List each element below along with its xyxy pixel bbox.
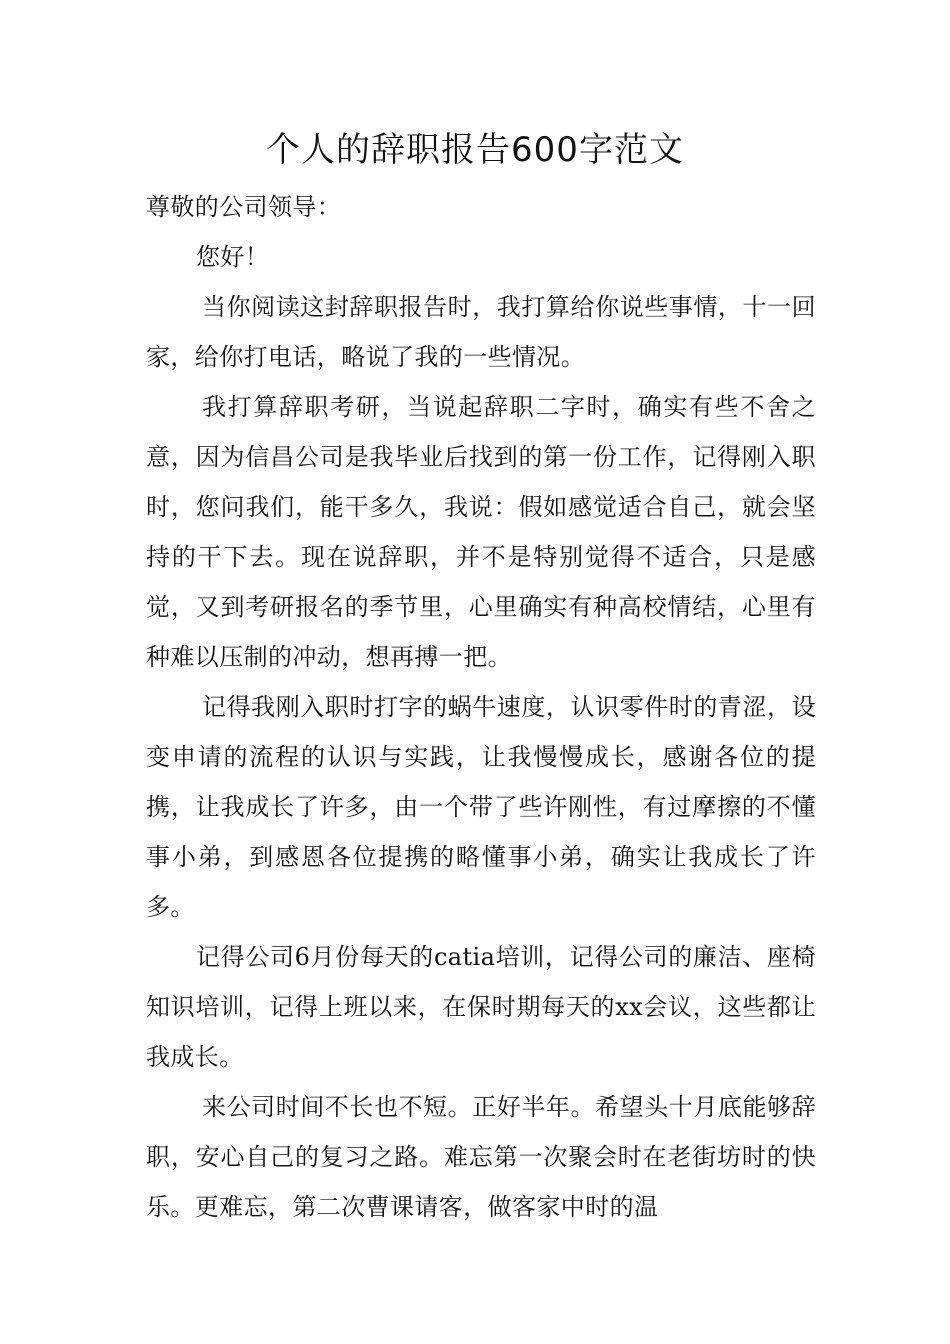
document-title: 个人的辞职报告600字范文	[266, 130, 684, 170]
paragraph-3: 记得我刚入职时打字的蜗牛速度，认识零件时的青涩，设变申请的流程的认识与实践，让我慢慢成长，感谢各位的提携，让我成长了许多，由一个带了些许刚性，有过摩擦的不懂事小弟，到感恩各位提携的略懂事小弟，确实让我成长了许多。	[146, 693, 816, 921]
paragraph-2: 我打算辞职考研，当说起辞职二字时，确实有些不舍之意，因为信昌公司是我毕业后找到的第一份工作，记得刚入职时，您问我们，能干多久，我说：假如感觉适合自己，就会坚持的干下去。现在说辞职，并不是特别觉得不适合，只是感觉，又到考研报名的季节里，心里确实有种高校情结，心里有种难以压制的冲动，想再搏一把。	[146, 393, 816, 671]
salutation: 尊敬的公司领导：	[146, 193, 342, 221]
paragraph-4: 记得公司6月份每天的catia培训，记得公司的廉洁、座椅知识培训，记得上班以来，在保时期每天的xx会议，这些都让我成长。	[146, 943, 816, 1071]
paragraph-5: 来公司时间不长也不短。正好半年。希望头十月底能够辞职，安心自己的复习之路。难忘第一次聚会时在老街坊时的快乐。更难忘，第二次曹课请客，做客家中时的温	[146, 1093, 816, 1221]
greeting: 您好！	[196, 243, 270, 271]
document-body	[146, 182, 816, 1232]
paragraph-1: 当你阅读这封辞职报告时，我打算给你说些事情，十一回家，给你打电话，略说了我的一些情况。	[146, 293, 816, 371]
